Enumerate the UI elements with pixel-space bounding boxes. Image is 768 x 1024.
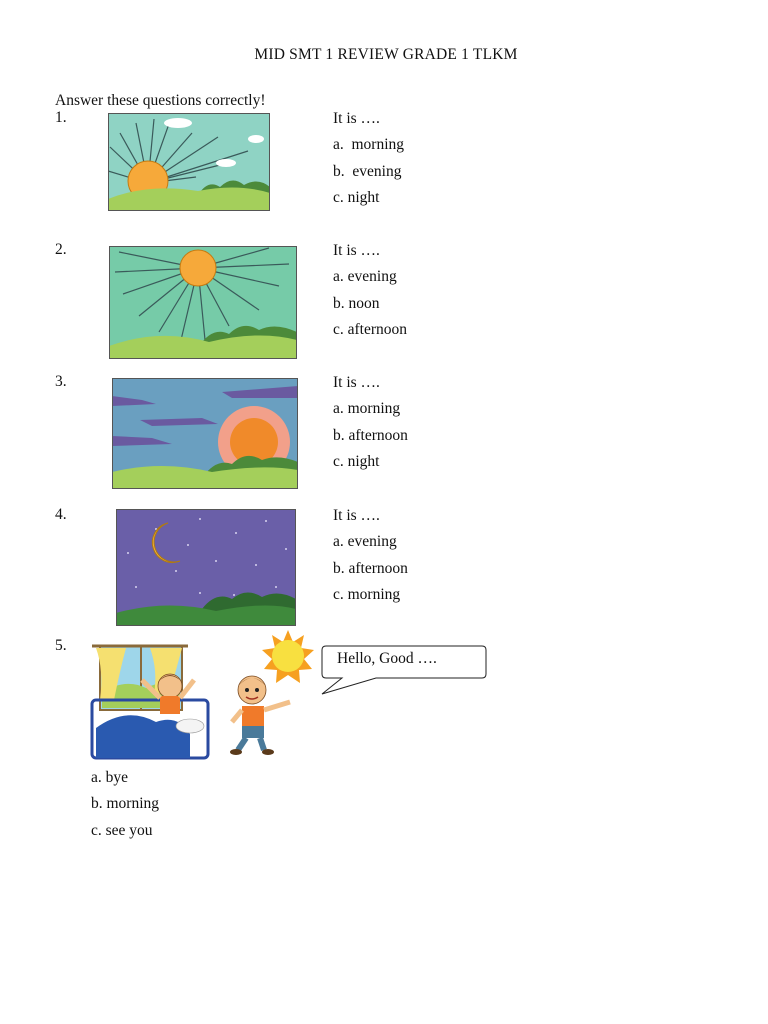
page-title: MID SMT 1 REVIEW GRADE 1 TLKM (254, 46, 518, 63)
sunset-picture (112, 378, 298, 489)
question-number: 2. (55, 241, 67, 258)
question-number: 1. (55, 109, 67, 126)
question-prompt: It is …. (333, 507, 380, 524)
option-a: a. evening (333, 268, 397, 286)
options-q5 (91, 765, 159, 844)
option-b: b. evening (333, 162, 402, 180)
option-b: b. afternoon (333, 426, 408, 444)
option-a: a. bye (91, 769, 129, 786)
option-b: b. morning (91, 795, 160, 813)
option-a: a. morning (333, 136, 405, 154)
options-q1 (333, 106, 404, 211)
option-a: a. evening (333, 533, 397, 551)
options-q2 (333, 238, 407, 343)
option-b: b. afternoon (333, 559, 408, 577)
options-q4 (333, 503, 408, 608)
night-moon-picture (116, 509, 296, 626)
option-c: c. night (333, 188, 380, 206)
question-number: 4. (55, 506, 67, 523)
option-a: a. morning (333, 400, 401, 418)
option-b: b. noon (333, 294, 380, 312)
question-prompt: It is …. (333, 374, 380, 391)
question-prompt: It is …. (333, 242, 380, 259)
option-c: c. see you (91, 821, 153, 839)
morning-sunrise-picture (108, 113, 270, 211)
question-prompt: It is …. (333, 110, 380, 127)
question-number: 5. (55, 637, 67, 654)
speech-text: Hello, Good …. (337, 650, 437, 667)
boy-waking-up-picture (86, 630, 322, 764)
question-number: 3. (55, 373, 67, 390)
option-c: c. afternoon (333, 320, 408, 338)
speech-bubble (316, 640, 488, 698)
instruction-text: Answer these questions correctly! (55, 92, 266, 109)
options-q3 (333, 370, 408, 475)
noon-sun-picture (109, 246, 297, 359)
option-c: c. morning (333, 585, 401, 603)
option-c: c. night (333, 452, 380, 470)
